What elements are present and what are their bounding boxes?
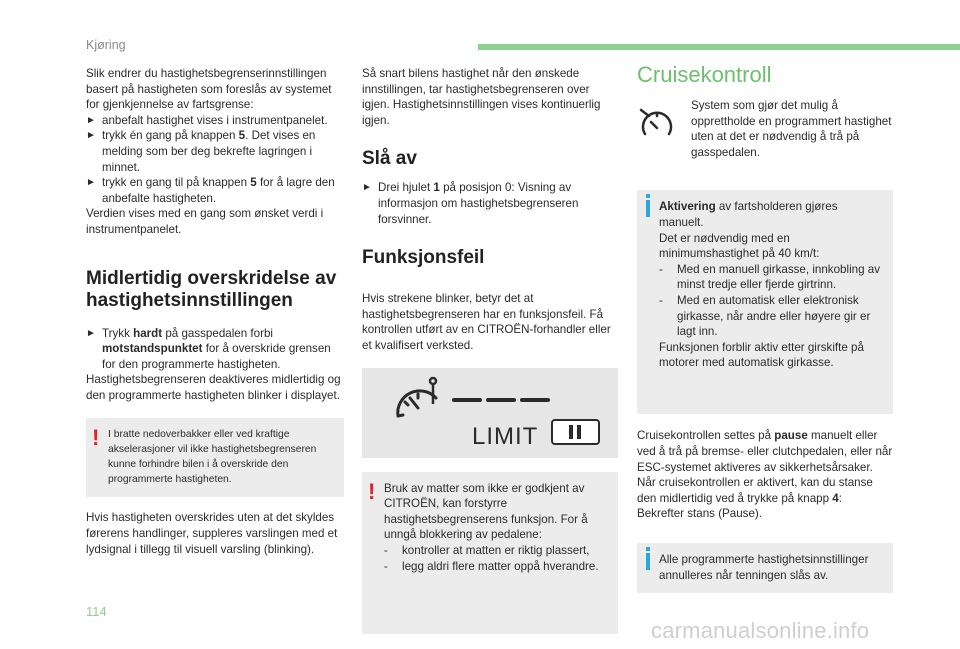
arrow-bullet-icon: ► <box>362 182 372 194</box>
cruise-intro <box>637 98 893 160</box>
speedometer-icon <box>398 390 436 415</box>
watermark: carmanualsonline.info <box>651 618 870 643</box>
pause-icon-bar-left <box>569 425 573 439</box>
col1-bullet-2: ► trykk én gang på knappen 5. Det vises en melding som ber deg bekrefte lagringen i minnet. <box>86 129 316 174</box>
warning-box-mats: ! Bruk av matter som ikke er godkjent av CITROËN, kan forstyrre hastighetsbegrenserens funksjon. For å unngå blokkering av pedalene: - kontroller at matten er riktig plassert, - legg aldri flere matter oppå hverandre. <box>362 472 618 634</box>
limiter-display-panel <box>362 368 618 458</box>
col1-outro: Verdien vises med en gang som ønsket verdi i instrumentpanelet. <box>86 207 324 236</box>
col1-press-bullet: ► Trykk hardt på gasspedalen forbi motstandspunktet for å overskride grensen for den programmerte hastigheten. <box>86 326 331 371</box>
activation-dash-1: - Med en manuell girkasse, innkobling av minst tredje eller fjerde girtrinn. <box>659 262 881 292</box>
arrow-bullet-icon: ► <box>86 327 96 339</box>
heading-switch-off: Slå av <box>362 148 417 170</box>
pause-icon-frame <box>552 420 599 444</box>
heading-malfunction: Funksjonsfeil <box>362 247 485 269</box>
limiter-lever-icon <box>430 378 436 404</box>
arrow-bullet-icon: ► <box>86 130 96 142</box>
mats-dash-1: - kontroller at matten er riktig plassert, <box>384 543 590 557</box>
col1-bullet-3: ► trykk en gang til på knappen 5 for å lagre den anbefalte hastigheten. <box>86 176 335 205</box>
info-box-reset: Alle programmerte hastighetsinnstillinger annulleres når tenningen slås av. <box>637 543 893 593</box>
warning-icon: ! <box>368 478 376 504</box>
col2-intro: Så snart bilens hastighet når den ønskede innstillingen, tar hastighetsbegrenseren over igjen. Hastighetsinnstillingen vises kontinuerlig igjen. <box>362 67 601 127</box>
arrow-bullet-icon: ► <box>86 177 96 189</box>
mats-dash-2: - legg aldri flere matter oppå hverandre. <box>384 559 599 573</box>
col1-closing: Hvis hastigheten overskrides uten at det skyldes førerens handlinger, suppleres varslingen med et lydsignal i tillegg til visuell varsling (blinking). <box>86 511 338 556</box>
col1-deactivate: Hastighetsbegrenseren deaktiveres midlertidig og den programmerte hastigheten blinker i displayet. <box>86 373 341 402</box>
pause-icon-bar-right <box>577 425 581 439</box>
info-icon-dot <box>646 194 650 198</box>
info-icon <box>646 200 650 217</box>
column-2 <box>362 66 618 634</box>
cruise-stop-text: Når cruisekontrollen er aktivert, kan du stanse den midlertidig ved å trykke på knapp 4: <box>637 476 873 505</box>
arrow-bullet-icon: ► <box>86 114 96 126</box>
limit-label: LIMIT <box>472 422 539 450</box>
cruise-pause-text: Cruisekontrollen settes på pause manuelt eller ved å trå på bremse- eller clutchpedalen, eller når ESC-systemet aktiveres av sikkerhetsårsaker. <box>637 429 893 474</box>
cruise-control-icon <box>637 98 691 160</box>
col2-fault-text: Hvis strekene blinker, betyr det at hastighetsbegrenseren har en funksjonsfeil. Få kontrollen utført av en CITROËN-forhandler eller et kvalifisert verksted. <box>362 292 611 352</box>
limiter-display-graphic <box>362 368 618 458</box>
info-icon-dot <box>646 547 650 551</box>
warning-icon: ! <box>92 424 100 450</box>
info-icon <box>646 553 650 570</box>
heading-cruise-control: Cruisekontroll <box>637 62 772 87</box>
section-label: Kjøring <box>86 38 126 52</box>
column-3 <box>637 62 893 593</box>
column-1 <box>86 66 344 557</box>
col1-bullet-1: ► anbefalt hastighet vises i instrumentpanelet. <box>86 113 328 127</box>
warning-box-downhill: ! I bratte nedoverbakker eller ved kraftige akselerasjoner vil ikke hastighetsbegrenseren kunne forhindre bilen i å overskride den programmerte hastigheten. <box>86 418 344 498</box>
col1-intro: Slik endrer du hastighetsbegrenserinnstillingen basert på hastigheten som foreslås av systemet for gjenkjennelse av fartsgrense: <box>86 67 332 112</box>
cruise-intro-text: System som gjør det mulig å opprettholde en programmert hastighet uten at det er nødvendig å trå på gasspedalen. <box>691 99 892 159</box>
heading-temporary-override: Midlertidig overskridelse av hastighetsinnstillingen <box>86 267 337 311</box>
page-number: 114 <box>86 604 107 619</box>
info-box-activation: Aktivering av fartsholderen gjøres manuelt. Det er nødvendig med en minimumshastighet på 40 km/t: - Med en manuell girkasse, innkobling av minst tredje eller fjerde girtrinn. - Med en automatisk eller elektronisk girkasse, når andre eller høyere gir er lagt inn. Funksjonen forblir aktiv etter girskifte på motorer med automatisk girkasse. <box>637 190 893 414</box>
activation-dash-2: - Med en automatisk eller elektronisk girkasse, når andre eller høyere gir er lagt inn. <box>659 293 871 339</box>
cruise-stop-confirm: Bekrefter stans (Pause). <box>637 507 763 521</box>
section-accent-bar <box>478 44 960 50</box>
col2-off-bullet: ► Drei hjulet 1 på posisjon 0: Visning av informasjon om hastighetsbegrenseren forsvinner. <box>362 181 579 226</box>
